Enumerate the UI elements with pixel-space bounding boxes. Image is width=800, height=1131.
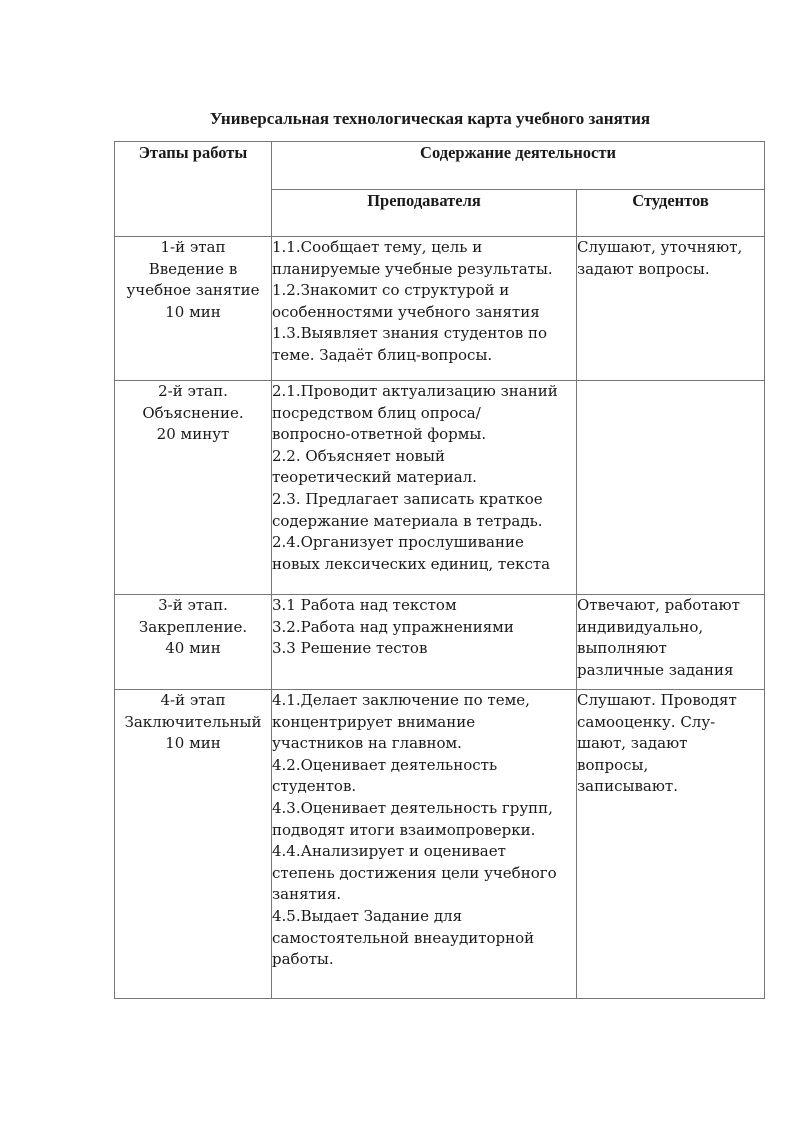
stage-line: 10 мин: [165, 302, 221, 321]
teacher-line: планируемые учебные результаты.: [272, 259, 553, 278]
stage-line: 3-й этап.: [158, 596, 228, 614]
teacher-line: 1.3.Выявляет знания студентов по: [272, 324, 547, 343]
stage-cell: [115, 237, 272, 381]
teacher-line: содержание материала в тетрадь.: [272, 511, 543, 530]
teacher-line: 3.1 Работа над текстом: [272, 596, 457, 614]
header-teacher: Преподавателя: [272, 190, 577, 237]
students-line: Отвечают, работают: [577, 596, 740, 614]
stage-cell: [115, 690, 272, 999]
students-line: самооценку. Слу-: [577, 712, 716, 731]
teacher-line: самостоятельной внеаудиторной: [272, 928, 535, 947]
teacher-line: 4.1.Делает заключение по теме,: [272, 691, 530, 709]
table-row: [115, 381, 765, 595]
teacher-line: 2.4.Организует прослушивание: [272, 533, 524, 552]
teacher-line: степень достижения цели учебного: [272, 863, 557, 882]
header-students: Студентов: [577, 190, 765, 237]
students-line: записывают.: [577, 777, 678, 796]
stage-line: Объяснение.: [142, 403, 244, 422]
students-line: вопросы,: [577, 755, 649, 774]
students-line: индивидуально,: [577, 617, 704, 636]
stage-line: 20 минут: [156, 425, 230, 444]
teacher-line: студентов.: [272, 777, 357, 796]
teacher-line: 3.3 Решение тестов: [272, 639, 428, 658]
teacher-line: 2.3. Предлагает записать краткое: [272, 489, 543, 508]
document-title: Универсальная технологическая карта учебного занятия: [209, 109, 651, 128]
table-row: [115, 237, 765, 381]
stage-line: 2-й этап.: [158, 382, 228, 400]
students-activity-cell: [577, 381, 765, 595]
teacher-line: 2.2. Объясняет новый: [272, 446, 445, 465]
students-activity-cell: [577, 237, 765, 381]
students-line: выполняют: [577, 639, 667, 658]
students-activity-cell: [577, 690, 765, 999]
stage-line: 40 мин: [165, 639, 221, 658]
students-line: различные задания: [577, 660, 734, 679]
stage-line: Заключительный: [124, 712, 262, 731]
teacher-line: теме. Задаёт блиц-вопросы.: [272, 345, 493, 364]
teacher-activity-cell: [272, 595, 577, 690]
teacher-line: посредством блиц опроса/: [272, 403, 481, 422]
students-line: шают, задают: [577, 734, 688, 753]
teacher-line: 1.1.Сообщает тему, цель и: [272, 238, 483, 256]
teacher-line: 4.5.Выдает Задание для: [272, 906, 463, 925]
students-line: Слушают. Проводят: [577, 691, 737, 709]
students-activity-cell: [577, 595, 765, 690]
stage-line: учебное занятие: [126, 281, 260, 300]
teacher-line: 4.2.Оценивает деятельность: [272, 755, 498, 774]
stage-cell: [115, 595, 272, 690]
header-stages: Этапы работы: [115, 142, 272, 237]
teacher-line: концентрирует внимание: [272, 712, 476, 731]
teacher-line: 3.2.Работа над упражнениями: [272, 617, 514, 636]
teacher-line: 4.4.Анализирует и оценивает: [272, 842, 506, 861]
teacher-line: особенностями учебного занятия: [272, 302, 540, 321]
students-line: задают вопросы.: [577, 259, 710, 278]
stage-cell: [115, 381, 272, 595]
teacher-activity-cell: [272, 381, 577, 595]
table-header-row: [115, 142, 765, 190]
teacher-activity-cell: [272, 237, 577, 381]
teacher-line: участников на главном.: [272, 734, 462, 753]
teacher-line: 4.3.Оценивает деятельность групп,: [272, 798, 553, 817]
header-content: Содержание деятельности: [272, 142, 765, 190]
table-row: [115, 690, 765, 999]
teacher-line: новых лексических единиц, текста: [272, 554, 551, 573]
technology-map-table: [114, 141, 765, 999]
stage-line: Закрепление.: [138, 617, 248, 636]
teacher-line: занятия.: [272, 885, 342, 904]
stage-line: 4-й этап: [160, 691, 226, 709]
teacher-line: теоретический материал.: [272, 468, 477, 487]
stage-line: Введение в: [148, 259, 238, 278]
students-line: Слушают, уточняют,: [577, 238, 743, 256]
teacher-line: вопросно-ответной формы.: [272, 425, 487, 444]
stage-line: 10 мин: [165, 734, 221, 753]
table-row: [115, 595, 765, 690]
teacher-line: 1.2.Знакомит со структурой и: [272, 281, 510, 300]
teacher-line: подводят итоги взаимопроверки.: [272, 820, 536, 839]
stage-line: 1-й этап: [160, 238, 226, 256]
teacher-activity-cell: [272, 690, 577, 999]
teacher-line: 2.1.Проводит актуализацию знаний: [272, 382, 558, 400]
teacher-line: работы.: [272, 950, 334, 969]
